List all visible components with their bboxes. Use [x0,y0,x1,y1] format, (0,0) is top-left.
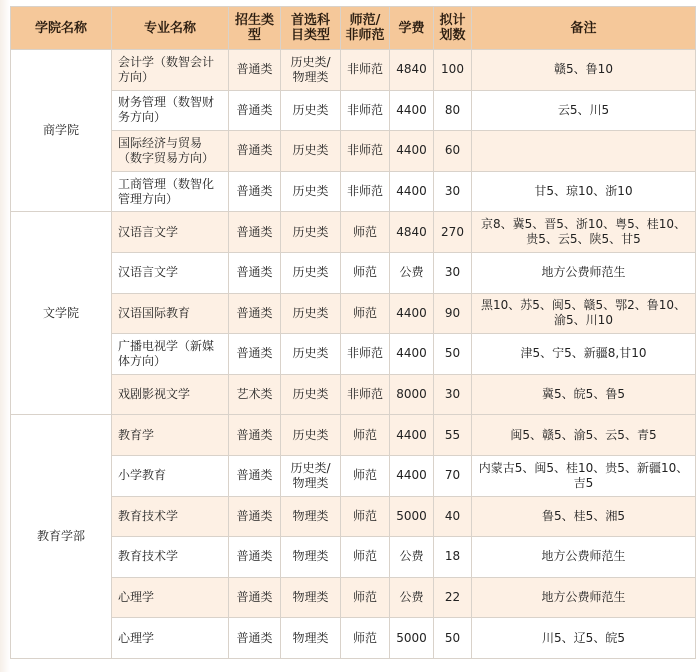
table-row [11,50,696,91]
type-cell: 普通类 [229,252,281,293]
plan-cell: 30 [434,374,472,415]
header-type: 招生类型 [229,7,281,50]
type-cell: 普通类 [229,90,281,131]
type-cell: 普通类 [229,618,281,659]
table-row [11,455,696,496]
college-cell: 文学院 [11,212,112,415]
type-cell: 普通类 [229,50,281,91]
table-header-row [11,7,696,50]
header-college: 学院名称 [11,7,112,50]
fee-cell: 4840 [390,50,434,91]
fee-cell: 4400 [390,293,434,334]
normal-cell: 非师范 [341,90,390,131]
plan-cell: 80 [434,90,472,131]
notes-cell: 内蒙古5、闽5、桂10、贵5、新疆10、吉5 [472,455,696,496]
notes-cell: 冀5、皖5、鲁5 [472,374,696,415]
major-cell: 教育学 [112,415,229,456]
plan-cell: 30 [434,171,472,212]
subject-cell: 历史类 [281,131,341,172]
major-cell: 广播电视学（新媒体方向） [112,334,229,375]
plan-cell: 100 [434,50,472,91]
normal-cell: 师范 [341,252,390,293]
type-cell: 普通类 [229,415,281,456]
notes-cell: 地方公费师范生 [472,577,696,618]
major-cell: 会计学（数智会计方向） [112,50,229,91]
type-cell: 艺术类 [229,374,281,415]
fee-cell: 8000 [390,374,434,415]
fee-cell: 4400 [390,171,434,212]
left-edge-shadow [0,0,10,672]
header-normal: 师范/非师范 [341,7,390,50]
subject-cell: 历史类 [281,293,341,334]
notes-cell: 甘5、琼10、浙10 [472,171,696,212]
subject-cell: 历史类 [281,171,341,212]
college-cell: 教育学部 [11,415,112,659]
fee-cell: 4400 [390,334,434,375]
plan-cell: 50 [434,334,472,375]
major-cell: 汉语言文学 [112,212,229,253]
fee-cell: 公费 [390,252,434,293]
plan-cell: 60 [434,131,472,172]
fee-cell: 4400 [390,455,434,496]
table-body [11,50,696,659]
normal-cell: 师范 [341,577,390,618]
header-subject: 首选科目类型 [281,7,341,50]
table-row [11,131,696,172]
type-cell: 普通类 [229,171,281,212]
subject-cell: 历史类/物理类 [281,455,341,496]
table-row [11,577,696,618]
table-row [11,415,696,456]
major-cell: 工商管理（数智化管理方向） [112,171,229,212]
normal-cell: 师范 [341,455,390,496]
table-row [11,171,696,212]
major-cell: 财务管理（数智财务方向） [112,90,229,131]
major-cell: 教育技术学 [112,537,229,578]
major-cell: 汉语国际教育 [112,293,229,334]
plan-cell: 270 [434,212,472,253]
table-row [11,293,696,334]
major-cell: 教育技术学 [112,496,229,537]
major-cell: 国际经济与贸易（数字贸易方向） [112,131,229,172]
major-cell: 心理学 [112,618,229,659]
fee-cell: 4400 [390,415,434,456]
normal-cell: 师范 [341,293,390,334]
header-plan: 拟计划数 [434,7,472,50]
notes-cell: 鲁5、桂5、湘5 [472,496,696,537]
table-row [11,537,696,578]
normal-cell: 非师范 [341,131,390,172]
notes-cell: 川5、辽5、皖5 [472,618,696,659]
notes-cell: 闽5、赣5、渝5、云5、青5 [472,415,696,456]
plan-cell: 40 [434,496,472,537]
subject-cell: 历史类 [281,90,341,131]
subject-cell: 历史类 [281,374,341,415]
type-cell: 普通类 [229,334,281,375]
college-cell: 商学院 [11,50,112,212]
type-cell: 普通类 [229,537,281,578]
normal-cell: 非师范 [341,171,390,212]
notes-cell: 地方公费师范生 [472,252,696,293]
notes-cell: 云5、川5 [472,90,696,131]
header-fee: 学费 [390,7,434,50]
fee-cell: 5000 [390,496,434,537]
notes-cell: 京8、冀5、晋5、浙10、粤5、桂10、贵5、云5、陕5、甘5 [472,212,696,253]
table-row [11,212,696,253]
plan-cell: 70 [434,455,472,496]
fee-cell: 5000 [390,618,434,659]
subject-cell: 历史类 [281,252,341,293]
subject-cell: 物理类 [281,577,341,618]
notes-cell: 赣5、鲁10 [472,50,696,91]
table-row [11,334,696,375]
type-cell: 普通类 [229,212,281,253]
notes-cell: 地方公费师范生 [472,537,696,578]
plan-cell: 50 [434,618,472,659]
normal-cell: 非师范 [341,50,390,91]
normal-cell: 非师范 [341,374,390,415]
type-cell: 普通类 [229,496,281,537]
major-cell: 戏剧影视文学 [112,374,229,415]
plan-cell: 90 [434,293,472,334]
subject-cell: 历史类/物理类 [281,50,341,91]
subject-cell: 物理类 [281,618,341,659]
table-row [11,374,696,415]
major-cell: 汉语言文学 [112,252,229,293]
major-cell: 心理学 [112,577,229,618]
subject-cell: 历史类 [281,415,341,456]
type-cell: 普通类 [229,131,281,172]
major-cell: 小学教育 [112,455,229,496]
normal-cell: 非师范 [341,334,390,375]
table-row [11,496,696,537]
type-cell: 普通类 [229,293,281,334]
subject-cell: 历史类 [281,212,341,253]
plan-cell: 30 [434,252,472,293]
plan-cell: 18 [434,537,472,578]
fee-cell: 4400 [390,131,434,172]
subject-cell: 历史类 [281,334,341,375]
notes-cell: 黑10、苏5、闽5、赣5、鄂2、鲁10、渝5、川10 [472,293,696,334]
fee-cell: 公费 [390,577,434,618]
header-major: 专业名称 [112,7,229,50]
fee-cell: 公费 [390,537,434,578]
subject-cell: 物理类 [281,496,341,537]
normal-cell: 师范 [341,212,390,253]
normal-cell: 师范 [341,537,390,578]
normal-cell: 师范 [341,496,390,537]
header-notes: 备注 [472,7,696,50]
table-row [11,252,696,293]
subject-cell: 物理类 [281,537,341,578]
table-row [11,90,696,131]
normal-cell: 师范 [341,618,390,659]
table-row [11,618,696,659]
type-cell: 普通类 [229,455,281,496]
plan-cell: 22 [434,577,472,618]
notes-cell: 津5、宁5、新疆8,甘10 [472,334,696,375]
plan-cell: 55 [434,415,472,456]
type-cell: 普通类 [229,577,281,618]
notes-cell [472,131,696,172]
fee-cell: 4400 [390,90,434,131]
normal-cell: 师范 [341,415,390,456]
admissions-table [10,6,696,659]
fee-cell: 4840 [390,212,434,253]
